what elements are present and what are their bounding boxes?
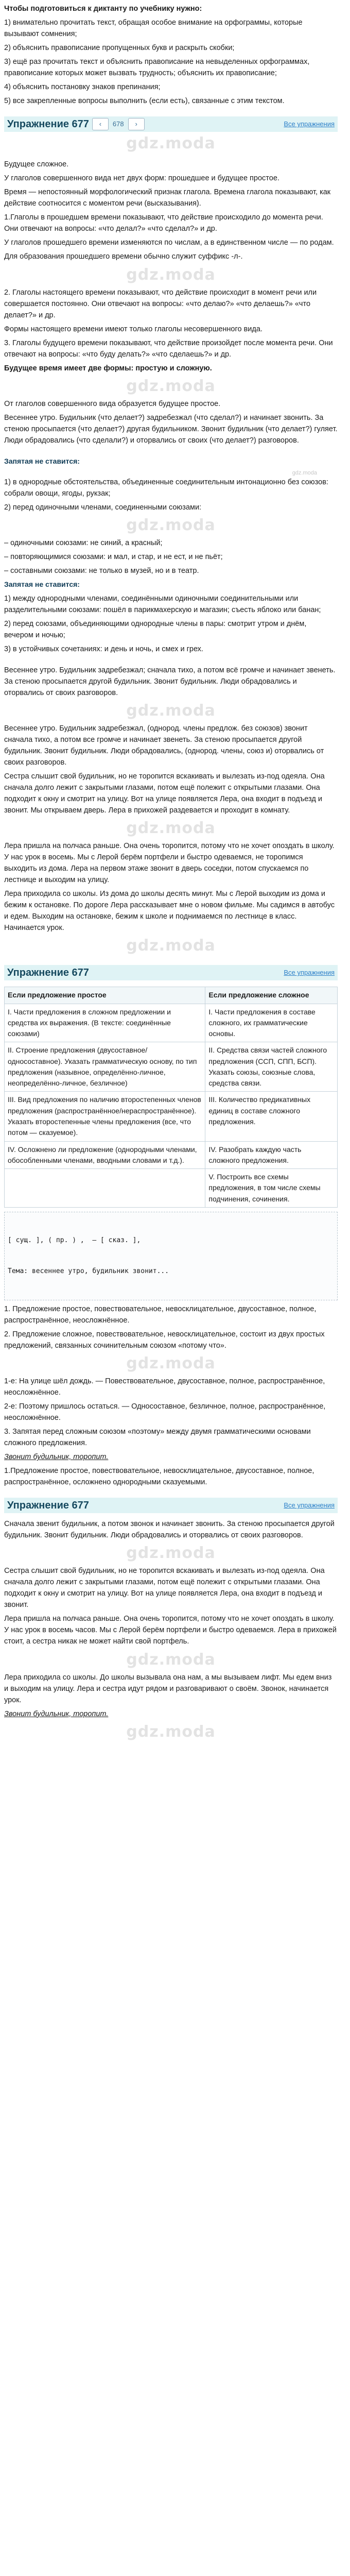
story-block [4, 662, 338, 962]
table-block [4, 982, 338, 1495]
table-header-cell: Если предложение сложное [205, 987, 338, 1004]
answers-item: – составными союзами: не только в музей, но и в театр. [4, 567, 199, 575]
final-paragraph: Звонит будильник, торопит. [4, 1709, 109, 1718]
story-paragraph: Весеннее утро. Будильник задребезжал; сначала тихо, а потом всё громче и начинает звенеть. За стеною просыпается другой будильник. Звонит будильник. Люди обрадовались и оторвались от своих разговоров. [4, 666, 336, 697]
answers-title: Запятая не ставится: [4, 580, 80, 589]
part1-line: 1.Глаголы в прошедшем времени показывают, что действие происходило до момента речи. Они отвечают на вопросы: «что делал?» «что сделал?» и др. [4, 213, 323, 233]
all-exercises-link[interactable]: Все упражнения [284, 120, 335, 128]
answers-item: – повторяющимися союзами: и мал, и стар, и не ест, и не пьёт; [4, 553, 223, 562]
final-paragraph: Сначала звенит будильник, а потом звонок и начинает звонить. За стеною просыпается другой будильник. Звонит будильник. Люди обрадовались и оторвались от своих разговоров. [4, 1520, 335, 1540]
table-cell [5, 1169, 205, 1208]
table-header-row [5, 987, 338, 1004]
answers-title: Запятая не ставится: [4, 456, 80, 465]
answers-item: 1) между однородными членами, соединёнными одиночными соединительными или разделительными союзами: пошёл в парикмахерскую и магазин; съесть яблоко или банан; [4, 594, 321, 614]
answers-item: 1) в однородные обстоятельства, объединенные соединительным интонационно без союзов: собрали овощи, ягоды, рукзак; [4, 478, 328, 498]
watermark-logo: gdz.moda [126, 1354, 216, 1372]
table-row [5, 1169, 338, 1208]
story-paragraph: Лера приходила со школы. Из дома до школы десять минут. Мы с Лерой выходим из дома и бежим к остановке. По дороге Лера рассказывает мне о новом фильме. Мы садимся в автобус и едем. Выходим на остановке, бежим к школе и поднимаемся по лестнице в класс. Начинается урок. [4, 890, 335, 933]
story-paragraph: Весеннее утро. Будильник задребезжал, (однород. члены предлож. без союзов) звонит сначала тихо, а потом все громче и начинает звенеть. За стеною просыпается другой будильник. Звонит будильник. Люди обрадовались, (однород. члены, союз и) оторвались от своих разговоров. [4, 724, 324, 767]
intro-block [4, 0, 338, 113]
scheme-line: [ сущ. ], ( пр. ) , — [ сказ. ], [8, 1236, 141, 1245]
watermark-logo: gdz.moda [126, 701, 216, 720]
part1-line: Будущее сложное. [4, 160, 69, 169]
exercise-header [4, 1498, 338, 1513]
intro-step: 5) все закрепленные вопросы выполнить (если есть), связанные с этим текстом. [4, 97, 285, 106]
exercise-number: 678 [112, 120, 124, 128]
part1-line: Для образования прошедшего времени обычно служит суффикс -л-. [4, 252, 243, 261]
analysis-line: 1. Предложение простое, повествовательное, невосклицательное, двусоставное, полное, распространённое, неосложнённое. [4, 1304, 317, 1325]
exercise-title: Упражнение 677 [7, 967, 89, 979]
final-paragraph: Лера пришла на полчаса раньше. Она очень торопится, потому что не хочет опоздать в школу. У нас урок в восемь часов. Мы с Лерой берём портфели и быстро одеваемся. Лера в прихожей стоит, а сестра никак не может найти свой портфель. [4, 1615, 337, 1646]
table-cell: V. Построить все схемы предложения, в том числе схемы подчинения, сочинения. [205, 1169, 338, 1208]
table-row [5, 1042, 338, 1092]
table-row [5, 1092, 338, 1141]
final-paragraph: Лера приходила со школы. До школы вызывала она нам, а мы вызываем лифт. Мы едем вниз и выходим на улицу. Лера и сестра идут рядом и разговаривают о своём. Звонок, начинается урок. [4, 1673, 332, 1704]
all-exercises-link[interactable]: Все упражнения [284, 969, 335, 977]
next-button[interactable]: › [128, 118, 145, 130]
intro-step: 4) объяснить постановку знаков препинания; [4, 83, 161, 92]
watermark-logo: gdz.moda [126, 377, 216, 395]
table-header-cell: Если предложение простое [5, 987, 205, 1004]
exercise-header [4, 965, 338, 980]
exercise-title: Упражнение 677 [7, 118, 89, 130]
table-cell: III. Вид предложения по наличию второстепенных членов предложения (распространённое/нераспространённое). Указать второстепенные члены предложения (все, что потом — сказуемое). [5, 1092, 205, 1141]
watermark-logo: gdz.moda [126, 134, 216, 153]
part1-line: Будущее время имеет две формы: простую и сложную. [4, 364, 212, 372]
table-cell: IV. Осложнено ли предложение (однородными членами, обособленными членами, вводными словами и т.д.). [5, 1141, 205, 1169]
answers-block [4, 453, 338, 662]
watermark-logo: gdz.moda [126, 819, 216, 838]
analysis-line: 1.Предложение простое, повествовательное, невосклицательное, двусоставное, полное, распространённое, осложнено однородными сказуемыми. [4, 1467, 314, 1487]
watermark-logo: gdz.moda [126, 1544, 216, 1563]
table-cell: II. Строение предложения (двусоставное/односоставное). Указать грамматическую основу, по тип предложения (назывное, определённо-личное, неопределённо-личное, безличное) [5, 1042, 205, 1092]
table-cell: III. Количество предикативных единиц в составе сложного предложения. [205, 1092, 338, 1141]
intro-step: 3) ещё раз прочитать текст и объяснить правописание на невыделенных орфограммах, правописание которых может вызвать трудность; объяснить их правописание; [4, 58, 310, 78]
scheme-line: Тема: весеннее утро, будильник звонит... [8, 1267, 169, 1275]
analysis-line: Звонит будильник, торопит. [4, 1453, 109, 1462]
table-cell: I. Части предложения в сложном предложении и средства их выражения. (В тексте: соединённые союзами) [5, 1004, 205, 1042]
analysis-line: 2. Предложение сложное, повествовательное, невосклицательное, состоит из двух простых предложений, связанных сочинительным союзом «потому что». [4, 1330, 325, 1350]
final-story-block [4, 1515, 338, 1748]
exercise-nav [4, 965, 338, 980]
part1-line: У глаголов прошедшего времени изменяются по числам, а в единственном числе — по родам. [4, 239, 334, 247]
answers-item: 2) перед союзами, объединяющими однородные члены в пары: смотрит утром и днём, вечером и ночью; [4, 619, 307, 639]
prev-button[interactable]: ‹ [92, 118, 109, 130]
story-paragraph: Сестра слышит свой будильник, но не торопится вскакивать и вылезать из-под одеяла. Она сначала долго лежит с закрытыми глазами, потом ещё полежит с открытыми глазами. Она подходит к окну и смотрит на улицу. Вот на улице появляется Лера, она входит в подъезд и звонит. Мы открываем дверь. Лера в прихожей раздевается и проходит в комнату. [4, 772, 325, 815]
story-paragraph: Лера пришла на полчаса раньше. Она очень торопится, потому что не хочет опоздать в школу. У нас урок в восемь. Мы с Лерой берём портфели и быстро одеваемся, не торопимся выходить из дома. Лера на первом этаже звонит в дверь соседки, потом спускаемся по лестнице и выходим на улицу. [4, 842, 335, 885]
part1-block [4, 156, 338, 453]
analysis-line: 1-е: На улице шёл дождь. — Повествовательное, двусоставное, полное, распространённое, неосложнённое. [4, 1377, 325, 1397]
part1-line: 3. Глаголы будущего времени показывают, что действие произойдет после момента речи. Они отвечают на вопросы: «что буду делать?» «что сделаешь?» и др. [4, 338, 333, 359]
exercise-nav [4, 1498, 338, 1513]
watermark-logo: gdz.moda [126, 1722, 216, 1741]
watermark-logo: gdz.moda [126, 265, 216, 284]
sentence-scheme [4, 1212, 338, 1300]
part1-line: У глаголов совершенного вида нет двух форм: прошедшее и будущее простое. [4, 174, 279, 183]
table-cell: IV. Разобрать каждую часть сложного предложения. [205, 1141, 338, 1169]
answers-item: – одиночными союзами: не синий, а красный; [4, 539, 163, 548]
exercise-nav [4, 116, 338, 132]
final-paragraph: Сестра слышит свой будильник, но не торопится вскакивать и вылезать из-под одеяла. Она сначала долго лежит с закрытыми глазами, потом ещё полежит с открытыми глазами. Она подходит к окну и смотрит на улицу. Вот на улице появляется Лера, она входит в подъезд и звонит. [4, 1567, 325, 1609]
intro-title: Чтобы подготовиться к диктанту по учебнику нужно: [4, 5, 202, 13]
intro-step: 1) внимательно прочитать текст, обращая особое внимание на орфограммы, которые вызывают сомнения; [4, 19, 303, 39]
watermark-small: gdz.moda [292, 470, 317, 477]
watermark-logo: gdz.moda [126, 1650, 216, 1669]
analysis-line: 2-е: Поэтому пришлось остаться. — Односоставное, безличное, полное, распространённое, неосложнённое. [4, 1402, 326, 1422]
all-exercises-link[interactable]: Все упражнения [284, 1501, 335, 1510]
exercise-title: Упражнение 677 [7, 1500, 89, 1512]
table-cell: II. Средства связи частей сложного предложения (ССП, СПП, БСП). Указать союзы, союзные слова, средства связи. [205, 1042, 338, 1092]
exercise-header [4, 116, 338, 132]
table-row [5, 1004, 338, 1042]
table-row [5, 1141, 338, 1169]
answers-item: 3) в устойчивых сочетаниях: и день и ночь, и смех и грех. [4, 645, 203, 653]
comparison-table [4, 987, 338, 1208]
watermark-logo: gdz.moda [126, 937, 216, 955]
part1-line: От глаголов совершенного вида образуется будущее простое. [4, 399, 221, 408]
analysis-line: 3. Запятая перед сложным союзом «поэтому» между двумя грамматическими основами сложного предложения. [4, 1428, 311, 1448]
intro-step: 2) объяснить правописание пропущенных букв и раскрыть скобки; [4, 44, 235, 53]
answers-item: 2) перед одиночными членами, соединенными союзами: [4, 503, 202, 512]
part1-line: Весеннее утро. Будильник (что делает?) задребезжал (что сделал?) и начинает звонить. За стеною просыпается (что делает?) другая будильником. Звонит будильник (что делает?) гуляет. Люди обрадовались (что сделали?) и оторвались от своих (что делает?) разговоров. [4, 413, 338, 445]
part1-line: 2. Глаголы настоящего времени показывают, что действие происходит в момент речи или совершается постоянно. Они отвечают на вопросы: «что делаю?» «что делаешь?» «что делает?» и др. [4, 288, 317, 319]
watermark-logo: gdz.moda [126, 516, 216, 535]
table-cell: I. Части предложения в составе сложного, их грамматические основы. [205, 1004, 338, 1042]
part1-line: Формы настоящего времени имеют только глаголы несовершенного вида. [4, 325, 262, 333]
part1-line: Время — непостоянный морфологический признак глагола. Времена глагола показывают, как действие соотносится с моментом речи (высказывания). [4, 188, 331, 208]
